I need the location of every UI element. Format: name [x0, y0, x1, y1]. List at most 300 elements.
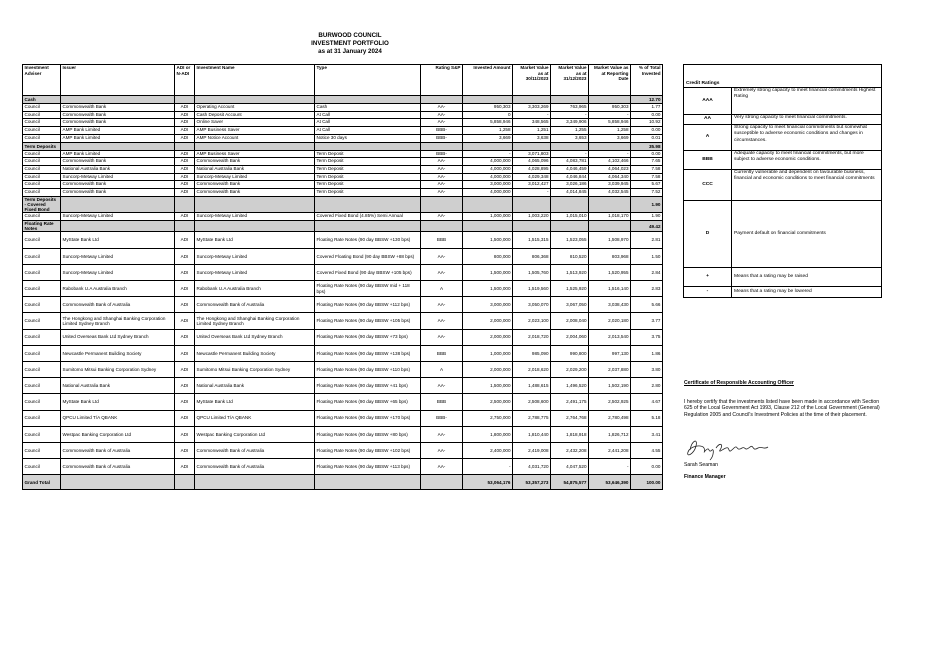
table-cell: 2,018,620 — [513, 361, 551, 377]
table-cell: 3,303,269 — [513, 104, 551, 112]
table-cell: Floating Rate Notes (90 day BBSW +130 bps) — [315, 232, 421, 248]
table-cell: - — [551, 111, 589, 119]
table-cell: 1,800,000 — [463, 426, 513, 442]
credit-ratings-table — [683, 64, 882, 298]
section-cell — [421, 221, 463, 232]
table-row — [23, 248, 663, 264]
section-cell — [421, 96, 463, 104]
table-cell: 4,028,895 — [513, 165, 551, 173]
section-cell — [315, 142, 421, 150]
table-cell: - — [589, 150, 631, 158]
table-row — [23, 213, 663, 221]
table-cell: 800,000 — [463, 248, 513, 264]
table-cell: 2,004,060 — [551, 329, 589, 345]
table-cell: 1,251 — [513, 127, 551, 135]
table-cell: Cash — [315, 104, 421, 112]
table-cell: United Overseas Bank Ltd Sydney Branch — [61, 329, 175, 345]
table-cell: 3,669 — [463, 134, 513, 142]
table-cell: 2,018,720 — [513, 329, 551, 345]
table-cell: Council — [23, 297, 61, 313]
table-cell: BBB- — [421, 410, 463, 426]
table-cell: Council — [23, 361, 61, 377]
section-header-row — [23, 96, 663, 104]
table-cell: Sumitomo Mitsui Banking Corporation Sydney — [195, 361, 315, 377]
table-row — [23, 459, 663, 475]
table-cell: 4,031,720 — [513, 459, 551, 475]
report-date: as at 31 January 2024 — [318, 48, 382, 55]
table-cell: 0.00 — [631, 111, 663, 119]
table-cell: 4,029,348 — [513, 173, 551, 181]
grand-total-cell — [195, 475, 315, 490]
table-cell: 3,000,000 — [463, 181, 513, 189]
table-cell: Council — [23, 378, 61, 394]
section-cell — [195, 142, 315, 150]
section-cell — [315, 196, 421, 213]
table-cell: - — [589, 111, 631, 119]
table-cell: 3,349,906 — [551, 119, 589, 127]
table-cell: Council — [23, 181, 61, 189]
section-cell — [589, 221, 631, 232]
col-header: Type — [315, 65, 421, 96]
table-row — [23, 119, 663, 127]
section-cell — [513, 196, 551, 213]
col-header: Market Value as at 31/12/2023 — [551, 65, 589, 96]
table-cell: Sumitomo Mitsui Banking Corporation Sydney — [61, 361, 175, 377]
table-cell: 1,500,000 — [463, 281, 513, 297]
table-cell: 4.67 — [631, 394, 663, 410]
table-cell: 1,258 — [463, 127, 513, 135]
table-header-row — [23, 65, 663, 96]
table-cell: 4,046,844 — [551, 173, 589, 181]
table-cell: Notice 30 days — [315, 134, 421, 142]
table-row — [23, 173, 663, 181]
table-cell: 1,496,520 — [551, 378, 589, 394]
table-cell: MyState Bank Ltd — [195, 394, 315, 410]
section-cell — [421, 196, 463, 213]
table-cell: 1.50 — [631, 248, 663, 264]
table-cell: 803,968 — [589, 248, 631, 264]
table-cell: Rabobank U.A Australia Branch — [61, 281, 175, 297]
table-cell: ADI — [175, 313, 195, 329]
certificate-body: I hereby certify that the investments listed have been made in accordance with Section 625 of the Local Government Act 1993, Clause 212 of the Local Government (General) Regulation 2005 and Council's Investment Policies at the time of their placement. — [684, 398, 880, 418]
section-total: 1.90 — [631, 196, 663, 213]
col-header: Issuer — [61, 65, 175, 96]
table-cell: AA- — [421, 165, 463, 173]
table-cell: Council — [23, 165, 61, 173]
table-cell: MyState Bank Ltd — [61, 394, 175, 410]
table-cell: AA- — [421, 213, 463, 221]
table-cell: 1,488,615 — [513, 378, 551, 394]
table-cell: 1,258 — [589, 127, 631, 135]
table-cell: Term Deposit — [315, 150, 421, 158]
table-row — [23, 189, 663, 197]
table-cell: ADI — [175, 134, 195, 142]
table-row — [23, 329, 663, 345]
table-cell: Council — [23, 410, 61, 426]
section-cell — [195, 96, 315, 104]
table-cell: Council — [23, 127, 61, 135]
table-row — [23, 410, 663, 426]
rating-code: + — [684, 268, 732, 287]
section-cell — [421, 142, 463, 150]
table-cell: Suncorp-Metway Limited — [195, 248, 315, 264]
table-cell: 1,015,010 — [551, 213, 589, 221]
table-cell: Cash Deposit Account — [195, 111, 315, 119]
rating-description: Strong capacity to meet financial commitments but somewhat susceptible to adverse economic conditions and changes in circumstances. — [732, 125, 882, 151]
table-cell: 1,018,170 — [589, 213, 631, 221]
section-cell — [589, 142, 631, 150]
col-header: Market Value as at Reporting Date — [589, 65, 631, 96]
section-cell — [463, 142, 513, 150]
council-name: BURWOOD COUNCIL — [318, 32, 382, 39]
rating-code: AA — [684, 115, 732, 125]
table-cell: 1,255 — [551, 127, 589, 135]
table-cell: Commonwealth Bank of Australia — [195, 459, 315, 475]
table-cell: ADI — [175, 378, 195, 394]
table-cell: 2,780,498 — [589, 410, 631, 426]
table-cell: Term Deposit — [315, 181, 421, 189]
table-cell: Commonwealth Bank of Australia — [195, 442, 315, 458]
table-cell: AA- — [421, 459, 463, 475]
table-cell: 950,303 — [589, 104, 631, 112]
table-cell: ADI — [175, 232, 195, 248]
table-cell: 2,764,768 — [551, 410, 589, 426]
section-cell — [551, 196, 589, 213]
table-cell: Suncorp-Metway Limited — [195, 264, 315, 280]
table-cell: Council — [23, 329, 61, 345]
section-cell — [315, 96, 421, 104]
table-cell: Commonwealth Bank — [61, 104, 175, 112]
table-cell: - — [513, 189, 551, 197]
table-cell: - — [463, 150, 513, 158]
table-cell: Council — [23, 134, 61, 142]
table-cell: Floating Rate Notes (90 day BBSW +170 bps) — [315, 410, 421, 426]
table-cell: 7.58 — [631, 165, 663, 173]
table-cell: 2.80 — [631, 378, 663, 394]
rating-description: Means that a rating may be raised — [732, 268, 882, 287]
table-cell: 2,441,208 — [589, 442, 631, 458]
grand-total-invested: 53,064,176 — [463, 475, 513, 490]
table-cell: 4,046,459 — [551, 165, 589, 173]
table-cell: 950,303 — [463, 104, 513, 112]
table-cell: Commonwealth Bank — [61, 111, 175, 119]
section-cell — [195, 221, 315, 232]
rating-code: CCC — [684, 170, 732, 201]
table-cell: 1.77 — [631, 104, 663, 112]
table-cell: 2,432,208 — [551, 442, 589, 458]
table-cell: AA- — [421, 173, 463, 181]
table-row — [23, 426, 663, 442]
section-total: 49.42 — [631, 221, 663, 232]
section-cell — [195, 196, 315, 213]
table-cell: BBB- — [421, 150, 463, 158]
table-cell: 1,516,140 — [589, 281, 631, 297]
table-cell: 3,638 — [513, 134, 551, 142]
col-header: Investment Name — [195, 65, 315, 96]
col-header: ADI or N-ADI — [175, 65, 195, 96]
table-cell: 1,513,920 — [551, 264, 589, 280]
table-body — [23, 96, 663, 490]
certificate-title: Certificate of Responsible Accounting Officer — [684, 380, 794, 386]
table-cell: 0.01 — [631, 134, 663, 142]
table-cell: BBB — [421, 394, 463, 410]
rating-code: AAA — [684, 88, 732, 115]
table-row — [23, 264, 663, 280]
table-cell: 4,083,781 — [551, 158, 589, 166]
table-cell: Commonwealth Bank of Australia — [195, 297, 315, 313]
table-cell: 4,000,000 — [463, 173, 513, 181]
table-cell: Council — [23, 189, 61, 197]
table-cell: 1,519,560 — [513, 281, 551, 297]
table-cell: 1,000,000 — [463, 213, 513, 221]
table-cell: Floating Rate Notes (90 day BBSW +105 bps) — [315, 313, 421, 329]
table-row — [23, 378, 663, 394]
table-cell: AMP Bank Limited — [61, 150, 175, 158]
table-cell: Commonwealth Bank — [195, 181, 315, 189]
table-cell: Suncorp-Metway Limited — [61, 264, 175, 280]
table-cell: 3,050,070 — [513, 297, 551, 313]
table-cell: ADI — [175, 442, 195, 458]
table-cell: Floating Rate Notes (90 day BBSW mid + 118 bps) — [315, 281, 421, 297]
grand-total-mv: 54,875,577 — [551, 475, 589, 490]
table-cell: Suncorp-Metway Limited — [61, 213, 175, 221]
table-cell: 1,000,000 — [463, 345, 513, 361]
handwritten-signature — [684, 432, 774, 462]
table-cell: 3,653 — [551, 134, 589, 142]
table-cell: 5.18 — [631, 410, 663, 426]
table-row — [23, 158, 663, 166]
credit-ratings-title: Credit Ratings — [686, 80, 720, 86]
section-total: 35.98 — [631, 142, 663, 150]
table-cell: Commonwealth Bank of Australia — [61, 442, 175, 458]
section-header-row — [23, 221, 663, 232]
table-cell: Commonwealth Bank of Australia — [61, 297, 175, 313]
table-row — [23, 150, 663, 158]
col-header: Rating S&P — [421, 65, 463, 96]
table-cell: 7.52 — [631, 189, 663, 197]
table-cell: AA- — [421, 181, 463, 189]
table-cell: 1,500,000 — [463, 264, 513, 280]
rating-code: - — [684, 287, 732, 298]
table-row — [23, 181, 663, 189]
table-cell: Council — [23, 248, 61, 264]
table-cell: Floating Rate Notes (90 day BBSW +138 bps) — [315, 345, 421, 361]
grand-total-row — [23, 475, 663, 490]
signatory-role: Finance Manager — [684, 473, 726, 480]
table-cell: - — [551, 150, 589, 158]
table-cell: Council — [23, 119, 61, 127]
table-cell: 2,008,040 — [551, 313, 589, 329]
table-cell: AA- — [421, 313, 463, 329]
grand-total-cell — [421, 475, 463, 490]
table-cell: ADI — [175, 394, 195, 410]
table-row — [23, 281, 663, 297]
table-cell: Term Deposit — [315, 173, 421, 181]
table-row — [23, 442, 663, 458]
table-cell: QPCU Limited T/A QBANK — [195, 410, 315, 426]
table-cell: ADI — [175, 459, 195, 475]
table-cell: AMP Notice Account — [195, 134, 315, 142]
credit-rating-row — [684, 151, 882, 170]
table-cell: 1.86 — [631, 345, 663, 361]
table-cell: - — [513, 111, 551, 119]
table-cell: ADI — [175, 127, 195, 135]
grand-total-cell — [175, 475, 195, 490]
table-cell: 4,064,340 — [589, 173, 631, 181]
section-cell — [463, 196, 513, 213]
table-row — [23, 104, 663, 112]
rating-code: A — [684, 125, 732, 151]
table-cell: ADI — [175, 150, 195, 158]
table-cell: 2,400,000 — [463, 442, 513, 458]
table-cell: 1,505,760 — [513, 264, 551, 280]
credit-rating-row — [684, 170, 882, 201]
credit-rating-row — [684, 201, 882, 268]
table-cell: Suncorp-Metway Limited — [61, 173, 175, 181]
table-cell: Council — [23, 111, 61, 119]
table-cell: Online Saver — [195, 119, 315, 127]
table-cell: Covered Fixed Bond (4.85%) Semi Annual — [315, 213, 421, 221]
table-cell: 2,023,100 — [513, 313, 551, 329]
table-cell: 3.77 — [631, 313, 663, 329]
rating-code: BBB — [684, 151, 732, 170]
table-cell: 4,065,096 — [513, 158, 551, 166]
section-cell — [463, 96, 513, 104]
table-cell: Commonwealth Bank — [61, 119, 175, 127]
table-cell: 5,858,946 — [463, 119, 513, 127]
table-cell: 7.65 — [631, 158, 663, 166]
table-cell: 4,047,520 — [551, 459, 589, 475]
section-header-row — [23, 142, 663, 150]
table-cell: ADI — [175, 104, 195, 112]
table-cell: 3,071,803 — [513, 150, 551, 158]
signatory-name: Sarah Seaman — [684, 462, 718, 469]
table-cell: Westpac Banking Corporation Ltd — [195, 426, 315, 442]
table-cell: AA- — [421, 158, 463, 166]
table-cell: Floating Rate Notes (90 day BBSW +80 bps) — [315, 426, 421, 442]
table-cell: 2,000,000 — [463, 329, 513, 345]
table-cell: 10.92 — [631, 119, 663, 127]
table-cell: 3,067,050 — [551, 297, 589, 313]
table-cell: Council — [23, 213, 61, 221]
col-header: % of Total Invested — [631, 65, 663, 96]
table-cell: AA- — [421, 426, 463, 442]
table-cell: 2,788,775 — [513, 410, 551, 426]
section-cell — [551, 221, 589, 232]
table-cell: Council — [23, 442, 61, 458]
table-cell: AA- — [421, 119, 463, 127]
table-cell: Newcastle Permanent Building Society — [195, 345, 315, 361]
table-cell: ADI — [175, 264, 195, 280]
section-cell — [175, 196, 195, 213]
table-cell: 3,000,000 — [463, 297, 513, 313]
table-cell: 2.84 — [631, 264, 663, 280]
investment-table — [22, 64, 663, 490]
table-cell: Term Deposit — [315, 189, 421, 197]
table-cell: 2,502,925 — [589, 394, 631, 410]
report-title: INVESTMENT PORTFOLIO — [311, 40, 389, 47]
table-row — [23, 345, 663, 361]
credit-ratings-title-row — [684, 65, 882, 88]
table-cell: 0.00 — [631, 150, 663, 158]
section-cell — [513, 142, 551, 150]
table-cell: AMP Business Saver — [195, 127, 315, 135]
table-cell: National Australia Bank — [61, 378, 175, 394]
table-cell: Commonwealth Bank — [61, 181, 175, 189]
table-cell: 4,000,000 — [463, 165, 513, 173]
grand-total-cell — [61, 475, 175, 490]
table-cell: National Australia Bank — [195, 378, 315, 394]
table-cell: 997,130 — [589, 345, 631, 361]
table-cell: ADI — [175, 158, 195, 166]
table-cell: 4,014,845 — [551, 189, 589, 197]
table-cell: ADI — [175, 329, 195, 345]
table-cell: BBB- — [421, 127, 463, 135]
table-cell: 5.67 — [631, 181, 663, 189]
table-cell: AA- — [421, 442, 463, 458]
certificate-block — [684, 380, 884, 481]
table-cell: ADI — [175, 410, 195, 426]
table-cell: Council — [23, 394, 61, 410]
table-cell: Term Deposit — [315, 158, 421, 166]
table-cell: AMP Bank Limited — [61, 134, 175, 142]
grand-total-pct: 100.00 — [631, 475, 663, 490]
table-cell: 806,368 — [513, 248, 551, 264]
table-cell: Covered Fixed Bond (90 day BBSW +105 bps) — [315, 264, 421, 280]
table-cell: AA- — [421, 189, 463, 197]
table-cell: At Call — [315, 111, 421, 119]
table-cell: 1,810,440 — [513, 426, 551, 442]
table-cell: 2,500,000 — [463, 394, 513, 410]
table-cell: Commonwealth Bank — [195, 189, 315, 197]
table-cell: Floating Rate Notes (90 day BBSW +65 bps) — [315, 394, 421, 410]
section-name: Cash — [23, 96, 61, 104]
grand-total-mv: 53,646,390 — [589, 475, 631, 490]
table-cell: ADI — [175, 426, 195, 442]
table-cell: ADI — [175, 173, 195, 181]
table-cell: ADI — [175, 119, 195, 127]
credit-rating-row — [684, 115, 882, 125]
table-cell: Suncorp-Metway Limited — [61, 248, 175, 264]
table-cell: Operating Account — [195, 104, 315, 112]
table-cell: 2,020,180 — [589, 313, 631, 329]
table-cell: 810,520 — [551, 248, 589, 264]
table-cell: Council — [23, 150, 61, 158]
grand-total-cell — [315, 475, 421, 490]
table-cell: 4,032,545 — [589, 189, 631, 197]
table-cell: ADI — [175, 281, 195, 297]
table-cell: Floating Rate Notes (90 day BBSW +73 bps) — [315, 329, 421, 345]
table-cell: 985,090 — [513, 345, 551, 361]
table-cell: 3.75 — [631, 329, 663, 345]
table-cell: - — [463, 459, 513, 475]
table-cell: AMP Bank Limited — [61, 127, 175, 135]
table-cell: 348,565 — [513, 119, 551, 127]
rating-description: Adequate capacity to meet financial commitments, but more subject to adverse economic conditions. — [732, 151, 882, 170]
table-cell: BBB — [421, 232, 463, 248]
table-cell: ADI — [175, 345, 195, 361]
table-cell: Council — [23, 459, 61, 475]
table-cell: Council — [23, 264, 61, 280]
table-cell: Commonwealth Bank of Australia — [61, 459, 175, 475]
table-row — [23, 394, 663, 410]
table-cell: 4,000,000 — [463, 158, 513, 166]
table-cell: 7.58 — [631, 173, 663, 181]
table-cell: 3,669 — [589, 134, 631, 142]
table-cell: AA- — [421, 329, 463, 345]
table-cell: ADI — [175, 189, 195, 197]
table-cell: Suncorp-Metway Limited — [195, 213, 315, 221]
